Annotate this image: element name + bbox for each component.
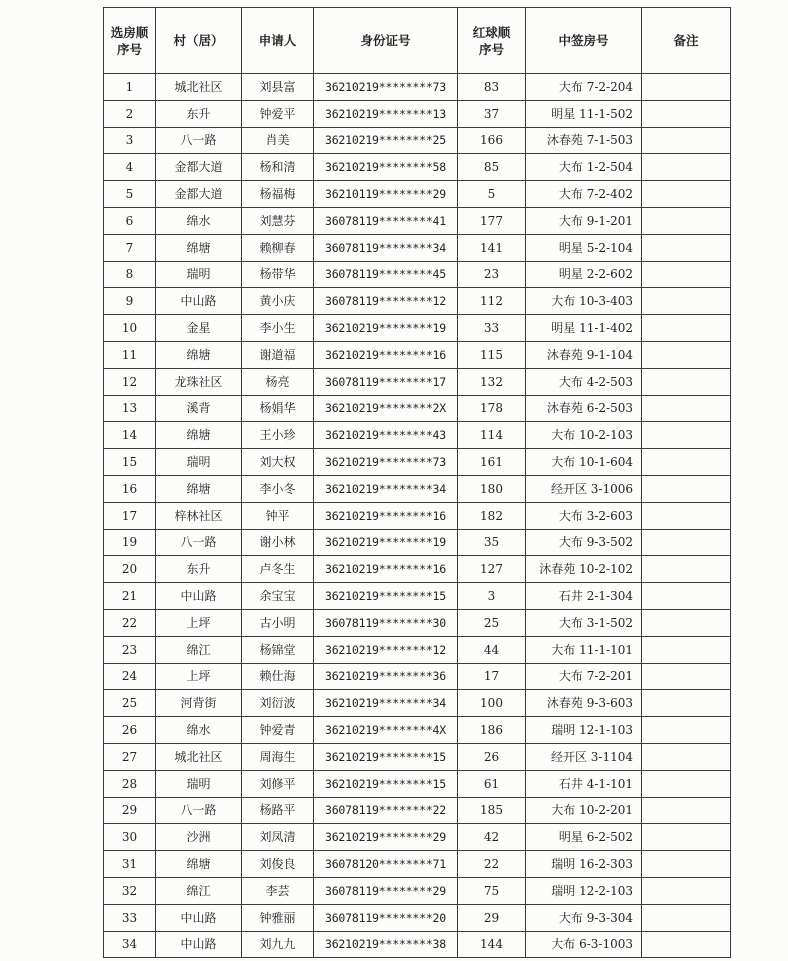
- cell-applicant: 钟平: [242, 502, 314, 529]
- cell-id: 36210219********16: [314, 502, 458, 529]
- cell-seq: 17: [104, 502, 156, 529]
- cell-id: 36210219********2X: [314, 395, 458, 422]
- cell-note: [642, 583, 731, 610]
- table-row: [104, 315, 731, 342]
- cell-note: [642, 931, 731, 958]
- cell-applicant: 刘衍波: [242, 690, 314, 717]
- cell-id: 36210219********73: [314, 449, 458, 476]
- table-row: [104, 395, 731, 422]
- cell-seq: 9: [104, 288, 156, 315]
- cell-ball: 161: [458, 449, 526, 476]
- cell-room: 明星 5-2-104: [526, 234, 642, 261]
- cell-note: [642, 556, 731, 583]
- header-note: 备注: [642, 8, 731, 74]
- cell-id: 36210219********36: [314, 663, 458, 690]
- cell-ball: 33: [458, 315, 526, 342]
- cell-ball: 22: [458, 851, 526, 878]
- cell-village: 绵塘: [156, 851, 242, 878]
- cell-seq: 27: [104, 743, 156, 770]
- cell-seq: 7: [104, 234, 156, 261]
- cell-note: [642, 609, 731, 636]
- table-row: [104, 207, 731, 234]
- cell-room: 石井 4-1-101: [526, 770, 642, 797]
- cell-seq: 29: [104, 797, 156, 824]
- table-row: [104, 181, 731, 208]
- cell-note: [642, 904, 731, 931]
- cell-village: 绵江: [156, 636, 242, 663]
- cell-room: 大布 6-3-1003: [526, 931, 642, 958]
- cell-seq: 32: [104, 877, 156, 904]
- cell-note: [642, 288, 731, 315]
- table-row: [104, 449, 731, 476]
- cell-village: 绵塘: [156, 475, 242, 502]
- cell-village: 瑞明: [156, 261, 242, 288]
- header-applicant: 申请人: [242, 8, 314, 74]
- table-row: [104, 288, 731, 315]
- cell-note: [642, 636, 731, 663]
- cell-note: [642, 502, 731, 529]
- cell-seq: 31: [104, 851, 156, 878]
- cell-ball: 83: [458, 74, 526, 101]
- table-row: [104, 502, 731, 529]
- cell-village: 东升: [156, 556, 242, 583]
- cell-room: 大布 1-2-504: [526, 154, 642, 181]
- cell-room: 明星 11-1-402: [526, 315, 642, 342]
- cell-ball: 166: [458, 127, 526, 154]
- cell-room: 大布 3-2-603: [526, 502, 642, 529]
- cell-room: 沐春苑 9-3-603: [526, 690, 642, 717]
- cell-ball: 127: [458, 556, 526, 583]
- cell-seq: 11: [104, 341, 156, 368]
- cell-applicant: 肖美: [242, 127, 314, 154]
- cell-ball: 177: [458, 207, 526, 234]
- table-row: [104, 931, 731, 958]
- cell-village: 绵塘: [156, 341, 242, 368]
- cell-id: 36210119********29: [314, 181, 458, 208]
- cell-applicant: 杨路平: [242, 797, 314, 824]
- cell-seq: 12: [104, 368, 156, 395]
- cell-village: 城北社区: [156, 743, 242, 770]
- cell-room: 经开区 3-1104: [526, 743, 642, 770]
- cell-room: 明星 2-2-602: [526, 261, 642, 288]
- cell-village: 绵水: [156, 207, 242, 234]
- cell-applicant: 赖仕海: [242, 663, 314, 690]
- cell-seq: 16: [104, 475, 156, 502]
- cell-note: [642, 475, 731, 502]
- table-row: [104, 797, 731, 824]
- cell-ball: 35: [458, 529, 526, 556]
- table-row: [104, 154, 731, 181]
- cell-applicant: 赖柳春: [242, 234, 314, 261]
- cell-id: 36078119********30: [314, 609, 458, 636]
- cell-applicant: 周海生: [242, 743, 314, 770]
- header-id: 身份证号: [314, 8, 458, 74]
- table-row: [104, 422, 731, 449]
- cell-ball: 25: [458, 609, 526, 636]
- cell-room: 石井 2-1-304: [526, 583, 642, 610]
- cell-room: 大布 7-2-201: [526, 663, 642, 690]
- cell-id: 36210219********73: [314, 74, 458, 101]
- cell-room: 大布 9-3-304: [526, 904, 642, 931]
- cell-village: 绵塘: [156, 234, 242, 261]
- cell-id: 36210219********58: [314, 154, 458, 181]
- table-row: [104, 74, 731, 101]
- cell-village: 绵水: [156, 717, 242, 744]
- cell-id: 36078119********20: [314, 904, 458, 931]
- cell-village: 中山路: [156, 583, 242, 610]
- cell-room: 沐春苑 6-2-503: [526, 395, 642, 422]
- cell-id: 36210219********13: [314, 100, 458, 127]
- cell-id: 36210219********38: [314, 931, 458, 958]
- cell-id: 36210219********12: [314, 636, 458, 663]
- cell-note: [642, 100, 731, 127]
- cell-room: 大布 9-1-201: [526, 207, 642, 234]
- cell-applicant: 李小冬: [242, 475, 314, 502]
- table-row: [104, 261, 731, 288]
- header-room: 中签房号: [526, 8, 642, 74]
- cell-seq: 3: [104, 127, 156, 154]
- cell-seq: 19: [104, 529, 156, 556]
- cell-applicant: 杨锦堂: [242, 636, 314, 663]
- cell-applicant: 杨娟华: [242, 395, 314, 422]
- cell-note: [642, 690, 731, 717]
- cell-village: 金都大道: [156, 181, 242, 208]
- cell-village: 绵江: [156, 877, 242, 904]
- cell-ball: 44: [458, 636, 526, 663]
- cell-applicant: 王小珍: [242, 422, 314, 449]
- cell-note: [642, 181, 731, 208]
- cell-note: [642, 368, 731, 395]
- cell-id: 36078119********22: [314, 797, 458, 824]
- table-row: [104, 743, 731, 770]
- cell-applicant: 钟雅丽: [242, 904, 314, 931]
- cell-note: [642, 797, 731, 824]
- cell-id: 36078119********29: [314, 877, 458, 904]
- cell-applicant: 谢小林: [242, 529, 314, 556]
- cell-room: 沐春苑 10-2-102: [526, 556, 642, 583]
- lottery-result-table: [103, 7, 731, 958]
- cell-applicant: 杨福梅: [242, 181, 314, 208]
- cell-note: [642, 127, 731, 154]
- cell-id: 36210219********25: [314, 127, 458, 154]
- cell-id: 36210219********16: [314, 341, 458, 368]
- cell-seq: 1: [104, 74, 156, 101]
- cell-room: 沐春苑 7-1-503: [526, 127, 642, 154]
- cell-village: 梓林社区: [156, 502, 242, 529]
- cell-room: 瑞明 12-2-103: [526, 877, 642, 904]
- cell-village: 八一路: [156, 127, 242, 154]
- cell-village: 金星: [156, 315, 242, 342]
- cell-id: 36210219********29: [314, 824, 458, 851]
- cell-id: 36210219********15: [314, 583, 458, 610]
- cell-id: 36210219********34: [314, 475, 458, 502]
- cell-id: 36078119********17: [314, 368, 458, 395]
- cell-ball: 5: [458, 181, 526, 208]
- cell-ball: 185: [458, 797, 526, 824]
- table-row: [104, 717, 731, 744]
- cell-ball: 182: [458, 502, 526, 529]
- cell-room: 瑞明 12-1-103: [526, 717, 642, 744]
- cell-note: [642, 395, 731, 422]
- cell-seq: 8: [104, 261, 156, 288]
- cell-note: [642, 529, 731, 556]
- cell-applicant: 余宝宝: [242, 583, 314, 610]
- cell-note: [642, 315, 731, 342]
- cell-ball: 42: [458, 824, 526, 851]
- cell-id: 36210219********15: [314, 770, 458, 797]
- cell-room: 大布 7-2-402: [526, 181, 642, 208]
- cell-note: [642, 207, 731, 234]
- table-row: [104, 851, 731, 878]
- cell-room: 大布 11-1-101: [526, 636, 642, 663]
- cell-note: [642, 341, 731, 368]
- cell-applicant: 杨和清: [242, 154, 314, 181]
- cell-seq: 21: [104, 583, 156, 610]
- cell-note: [642, 851, 731, 878]
- cell-seq: 34: [104, 931, 156, 958]
- cell-ball: 29: [458, 904, 526, 931]
- cell-note: [642, 154, 731, 181]
- cell-ball: 85: [458, 154, 526, 181]
- table-row: [104, 609, 731, 636]
- cell-seq: 25: [104, 690, 156, 717]
- cell-village: 城北社区: [156, 74, 242, 101]
- cell-id: 36078119********45: [314, 261, 458, 288]
- cell-seq: 26: [104, 717, 156, 744]
- cell-id: 36210219********34: [314, 690, 458, 717]
- cell-seq: 24: [104, 663, 156, 690]
- cell-id: 36078119********34: [314, 234, 458, 261]
- table-row: [104, 583, 731, 610]
- cell-note: [642, 261, 731, 288]
- cell-village: 溪背: [156, 395, 242, 422]
- cell-room: 大布 9-3-502: [526, 529, 642, 556]
- header-ball: 红球顺序号: [458, 8, 526, 74]
- cell-room: 大布 3-1-502: [526, 609, 642, 636]
- cell-note: [642, 877, 731, 904]
- cell-id: 36078119********12: [314, 288, 458, 315]
- cell-village: 龙珠社区: [156, 368, 242, 395]
- header-village: 村（居）: [156, 8, 242, 74]
- cell-ball: 75: [458, 877, 526, 904]
- cell-applicant: 古小明: [242, 609, 314, 636]
- table-row: [104, 475, 731, 502]
- table-row: [104, 100, 731, 127]
- cell-applicant: 杨亮: [242, 368, 314, 395]
- cell-applicant: 钟爱青: [242, 717, 314, 744]
- cell-ball: 186: [458, 717, 526, 744]
- cell-room: 大布 10-2-201: [526, 797, 642, 824]
- cell-village: 绵塘: [156, 422, 242, 449]
- cell-village: 瑞明: [156, 449, 242, 476]
- cell-ball: 115: [458, 341, 526, 368]
- cell-seq: 4: [104, 154, 156, 181]
- cell-ball: 141: [458, 234, 526, 261]
- cell-id: 36210219********19: [314, 315, 458, 342]
- table-row: [104, 556, 731, 583]
- cell-village: 瑞明: [156, 770, 242, 797]
- cell-ball: 114: [458, 422, 526, 449]
- cell-ball: 61: [458, 770, 526, 797]
- cell-village: 八一路: [156, 797, 242, 824]
- header-seq: 选房顺序号: [104, 8, 156, 74]
- cell-note: [642, 717, 731, 744]
- cell-ball: 180: [458, 475, 526, 502]
- cell-room: 大布 4-2-503: [526, 368, 642, 395]
- cell-seq: 30: [104, 824, 156, 851]
- cell-seq: 2: [104, 100, 156, 127]
- cell-village: 金都大道: [156, 154, 242, 181]
- cell-seq: 10: [104, 315, 156, 342]
- cell-applicant: 杨带华: [242, 261, 314, 288]
- cell-ball: 112: [458, 288, 526, 315]
- cell-ball: 100: [458, 690, 526, 717]
- cell-applicant: 钟爱平: [242, 100, 314, 127]
- cell-id: 36210219********16: [314, 556, 458, 583]
- cell-applicant: 李芸: [242, 877, 314, 904]
- cell-seq: 28: [104, 770, 156, 797]
- cell-applicant: 卢冬生: [242, 556, 314, 583]
- cell-seq: 23: [104, 636, 156, 663]
- cell-ball: 37: [458, 100, 526, 127]
- cell-seq: 6: [104, 207, 156, 234]
- table-row: [104, 663, 731, 690]
- table-row: [104, 127, 731, 154]
- cell-seq: 15: [104, 449, 156, 476]
- cell-room: 明星 11-1-502: [526, 100, 642, 127]
- table-row: [104, 770, 731, 797]
- table-row: [104, 824, 731, 851]
- table-row: [104, 877, 731, 904]
- cell-ball: 178: [458, 395, 526, 422]
- cell-note: [642, 824, 731, 851]
- cell-ball: 17: [458, 663, 526, 690]
- cell-room: 明星 6-2-502: [526, 824, 642, 851]
- cell-room: 大布 10-3-403: [526, 288, 642, 315]
- cell-applicant: 刘俊良: [242, 851, 314, 878]
- table-row: [104, 636, 731, 663]
- cell-id: 36210219********19: [314, 529, 458, 556]
- table-row: [104, 904, 731, 931]
- cell-village: 河背街: [156, 690, 242, 717]
- cell-applicant: 刘九九: [242, 931, 314, 958]
- cell-seq: 20: [104, 556, 156, 583]
- cell-ball: 26: [458, 743, 526, 770]
- cell-ball: 3: [458, 583, 526, 610]
- cell-room: 大布 7-2-204: [526, 74, 642, 101]
- cell-applicant: 刘大权: [242, 449, 314, 476]
- cell-village: 上坪: [156, 609, 242, 636]
- cell-seq: 13: [104, 395, 156, 422]
- cell-applicant: 黄小庆: [242, 288, 314, 315]
- cell-village: 中山路: [156, 288, 242, 315]
- cell-village: 上坪: [156, 663, 242, 690]
- table-row: [104, 529, 731, 556]
- table-row: [104, 234, 731, 261]
- cell-note: [642, 449, 731, 476]
- cell-room: 瑞明 16-2-303: [526, 851, 642, 878]
- table-header: [104, 8, 731, 74]
- cell-seq: 22: [104, 609, 156, 636]
- cell-applicant: 刘修平: [242, 770, 314, 797]
- cell-applicant: 李小生: [242, 315, 314, 342]
- cell-note: [642, 770, 731, 797]
- cell-village: 中山路: [156, 931, 242, 958]
- cell-room: 沐春苑 9-1-104: [526, 341, 642, 368]
- table-row: [104, 341, 731, 368]
- cell-id: 36210219********43: [314, 422, 458, 449]
- cell-id: 36210219********4X: [314, 717, 458, 744]
- cell-village: 东升: [156, 100, 242, 127]
- cell-note: [642, 234, 731, 261]
- cell-applicant: 刘凤清: [242, 824, 314, 851]
- cell-village: 中山路: [156, 904, 242, 931]
- cell-note: [642, 663, 731, 690]
- cell-village: 沙洲: [156, 824, 242, 851]
- cell-ball: 144: [458, 931, 526, 958]
- cell-village: 八一路: [156, 529, 242, 556]
- cell-note: [642, 743, 731, 770]
- table-row: [104, 368, 731, 395]
- cell-seq: 33: [104, 904, 156, 931]
- cell-room: 经开区 3-1006: [526, 475, 642, 502]
- cell-id: 36078120********71: [314, 851, 458, 878]
- cell-room: 大布 10-1-604: [526, 449, 642, 476]
- table-body: [104, 74, 731, 958]
- cell-room: 大布 10-2-103: [526, 422, 642, 449]
- cell-seq: 5: [104, 181, 156, 208]
- cell-ball: 132: [458, 368, 526, 395]
- cell-note: [642, 422, 731, 449]
- cell-applicant: 刘慧芬: [242, 207, 314, 234]
- cell-seq: 14: [104, 422, 156, 449]
- cell-id: 36210219********15: [314, 743, 458, 770]
- cell-ball: 23: [458, 261, 526, 288]
- table-row: [104, 690, 731, 717]
- cell-applicant: 谢道福: [242, 341, 314, 368]
- cell-note: [642, 74, 731, 101]
- cell-applicant: 刘县富: [242, 74, 314, 101]
- cell-id: 36078119********41: [314, 207, 458, 234]
